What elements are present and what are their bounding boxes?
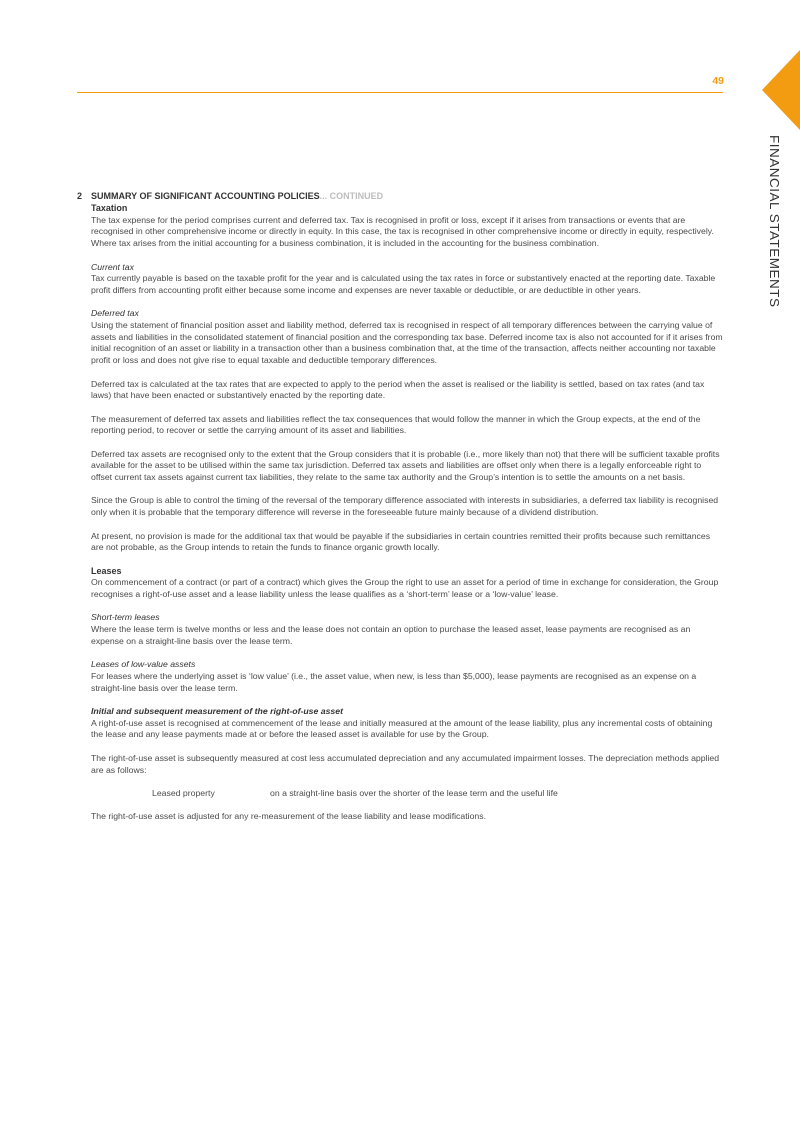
corner-tab	[762, 50, 800, 130]
page-number: 49	[712, 75, 724, 87]
low-value-leases-heading: Leases of low-value assets	[91, 659, 196, 670]
current-tax-text: Tax currently payable is based on the taxable profit for the year and is calculated using the tax rates in force or substantively enacted at the reporting date. Taxable profit differs from accounting profit either because some income and expenses are never taxable or deductible, or are deductible in other years.	[91, 273, 716, 295]
side-section-title: FINANCIAL STATEMENTS	[767, 135, 782, 308]
short-term-leases-heading: Short-term leases	[91, 612, 160, 623]
depreciation-row	[91, 788, 724, 800]
taxation-intro: The tax expense for the period comprises current and deferred tax. Tax is recognised in profit or loss, except if it arises from transactions or events that are recognised in other comprehensive income or directly in equity. In this case, the tax is recognised in other comprehensive income or directly in equity, respectively. Where tax arises from the initial accounting for a business combination, it is included in the accounting for the business combination.	[91, 214, 714, 249]
rou-paragraph: The right-of-use asset is subsequently measured at cost less accumulated depreciation and any accumulated impairment losses. The depreciation methods applied are as follows:	[91, 752, 720, 775]
rou-paragraph: A right-of-use asset is recognised at commencement of the lease and initially measured at the amount of the lease liability, plus any incremental costs of obtaining the lease and any lease payments made at or before the leased asset is available for use by the Group.	[91, 717, 713, 740]
rou-heading: Initial and subsequent measurement of the right-of-use asset	[91, 706, 343, 717]
deferred-tax-paragraph: Using the statement of financial position asset and liability method, deferred tax is recognised in respect of all temporary differences between the carrying value of assets and liabilities in the consolidated statement of financial position and the corresponding tax base. Deferred income tax is also not accounted for if it arises from initial recognition of an asset or liability in a transaction other than a business combination that, at the time of the transaction, affects neither accounting nor taxable profit or loss and does not give rise to equal taxable and deductible temporary differences.	[91, 320, 723, 366]
leases-heading: Leases	[91, 565, 122, 576]
taxation-heading: Taxation	[91, 203, 128, 213]
deferred-tax-paragraph: At present, no provision is made for the additional tax that would be payable if the subsidiaries in certain countries remitted their profits because such remittances are not probable, as the Group intends to retain the funds to finance organic growth locally.	[91, 530, 711, 553]
deferred-tax-paragraph: Deferred tax is calculated at the tax rates that are expected to apply to the period when the asset is realised or the liability is settled, based on tax rates (and tax laws) that have been enacted or substantively enacted by the reporting date.	[91, 378, 705, 401]
low-value-leases-text: For leases where the underlying asset is ‘low value’ (i.e., the asset value, when new, is less than $5,000), lease payments are recognised as an expense on a straight-line basis over the lease term.	[91, 670, 697, 693]
section-number: 2	[77, 191, 83, 201]
current-tax-heading: Current tax	[91, 261, 134, 272]
deferred-tax-paragraph: The measurement of deferred tax assets and liabilities reflect the tax consequences that would follow the manner in which the Group expects, at the end of the reporting period, to recover or settle the carrying amount of its asset and liabilities.	[91, 413, 701, 436]
leases-intro: On commencement of a contract (or part of a contract) which gives the Group the right to use an asset for a period of time in exchange for consideration, the Group recognises a right-of-use asset and a lease liability unless the lease qualifies as a ‘short-term’ lease or a ‘low-value’ lease.	[91, 577, 719, 600]
section-continued: ... CONTINUED	[319, 191, 384, 201]
header-rule	[77, 92, 723, 93]
short-term-leases-text: Where the lease term is twelve months or less and the lease does not contain an option to purchase the leased asset, lease payments are recognised as an expense on a straight-line basis over the lease term.	[91, 624, 691, 646]
main-content	[91, 191, 724, 823]
deferred-tax-paragraph: Since the Group is able to control the timing of the reversal of the temporary difference associated with interests in subsidiaries, a deferred tax liability is recognised only when it is probable that the temporary difference will reverse in the foreseeable future mainly because of a dividend distribution.	[91, 495, 719, 518]
rou-paragraph: The right-of-use asset is adjusted for any re-measurement of the lease liability and lease modifications.	[91, 811, 486, 822]
depreciation-method: on a straight-line basis over the shorter of the lease term and the useful life	[270, 787, 558, 798]
depreciation-label: Leased property	[152, 787, 215, 798]
section-title: SUMMARY OF SIGNIFICANT ACCOUNTING POLICIES	[91, 191, 320, 201]
deferred-tax-heading: Deferred tax	[91, 308, 139, 319]
deferred-tax-paragraph: Deferred tax assets are recognised only to the extent that the Group considers that it is probable (i.e., more likely than not) that there will be sufficient taxable profits available for the asset to be utilised within the same tax jurisdiction. Deferred tax assets and liabilities are offset only when there is a legally enforceable right to offset current tax assets against current tax liabilities, they relate to the same tax authority and the Group’s intention is to settle the amounts on a net basis.	[91, 448, 720, 483]
